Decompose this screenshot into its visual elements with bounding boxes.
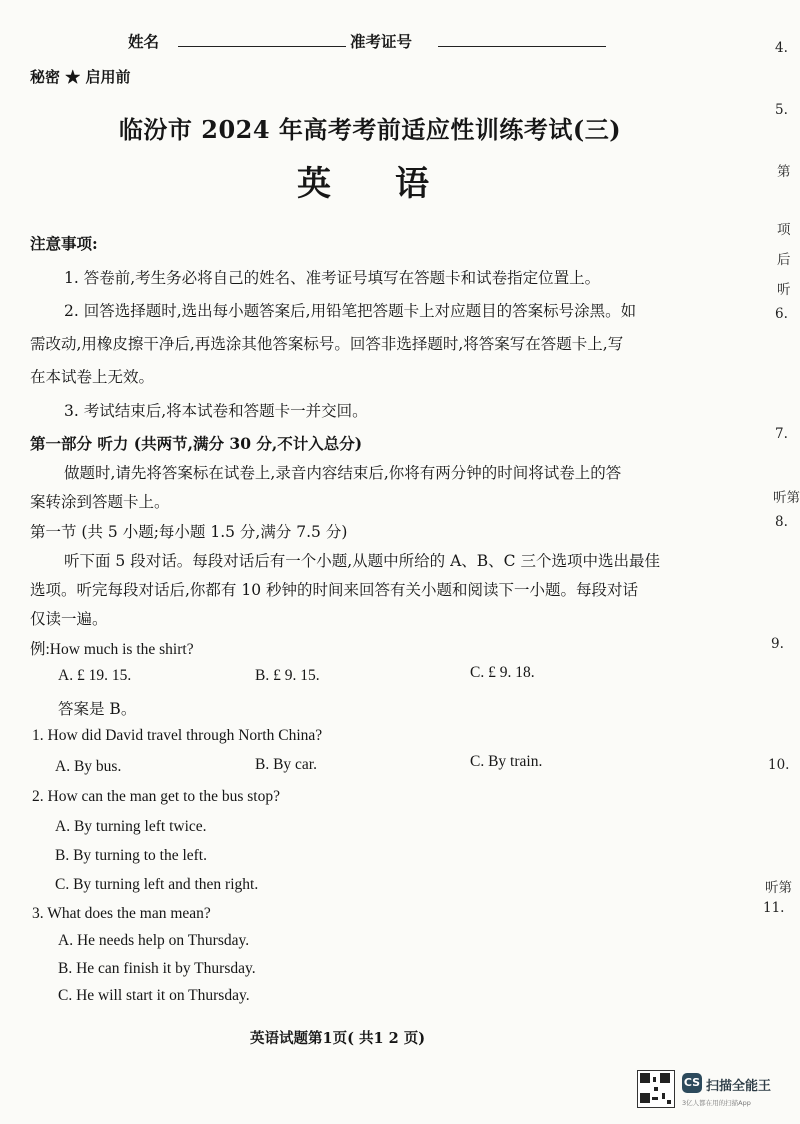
- edge-text: 5.: [775, 102, 788, 118]
- q3-option-c: C. He will start it on Thursday.: [58, 987, 250, 1004]
- exam-title: 临汾市 2024 年高考考前适应性训练考试(三): [118, 115, 622, 144]
- q2-option-a: A. By turning left twice.: [55, 818, 207, 835]
- note-item-2-line1: 2. 回答选择题时,选出每小题答案后,用铅笔把答题卡上对应题目的答案标号涂黑。如: [64, 302, 637, 320]
- part1-intro-line1: 做题时,请先将答案标在试卷上,录音内容结束后,你将有两分钟的时间将试卷上的答: [64, 464, 622, 482]
- edge-text: 后: [777, 252, 791, 268]
- subject-title: 英语: [297, 164, 493, 204]
- q1-option-c: C. By train.: [470, 753, 543, 770]
- example-option-a: A. £ 19. 15.: [58, 667, 132, 684]
- note-item-3: 3. 考试结束后,将本试卷和答题卡一并交回。: [64, 402, 368, 420]
- note-item-2-line2: 需改动,用橡皮擦干净后,再选涂其他答案标号。回答非选择题时,将答案写在答题卡上,写: [30, 335, 624, 353]
- section1-intro-line2: 选项。听完每段对话后,你都有 10 秒钟的时间来回答有关小题和阅读下一小题。每段对话: [30, 581, 639, 599]
- edge-text: 听: [777, 282, 791, 298]
- edge-text: 8.: [775, 514, 788, 530]
- name-underline: [178, 46, 346, 47]
- section1-intro-line3: 仅读一遍。: [30, 610, 108, 628]
- qr-code-icon: [637, 1070, 675, 1108]
- example-answer: 答案是 B。: [58, 700, 137, 718]
- edge-text: 6.: [775, 306, 788, 322]
- question-1: 1. How did David travel through North China?: [32, 727, 323, 744]
- note-item-2-line3: 在本试卷上无效。: [30, 368, 155, 386]
- camscanner-logo: CS: [682, 1073, 702, 1093]
- q3-option-b: B. He can finish it by Thursday.: [58, 960, 256, 977]
- example-question: 例:How much is the shirt?: [30, 641, 194, 658]
- section1-heading: 第一节 (共 5 小题;每小题 1.5 分,满分 7.5 分): [30, 523, 348, 541]
- exam-id-label: 准考证号: [350, 32, 413, 51]
- edge-text: 11.: [763, 900, 785, 916]
- question-2: 2. How can the man get to the bus stop?: [32, 788, 280, 805]
- edge-text: 10.: [768, 757, 790, 773]
- scanner-tagline: 3亿人都在用的扫描App: [682, 1099, 751, 1107]
- notes-heading: 注意事项:: [30, 234, 98, 253]
- secret-mark: 秘密 ★ 启用前: [30, 68, 131, 86]
- page-footer: 英语试题第1页( 共1 2 页): [250, 1030, 426, 1047]
- example-option-b: B. £ 9. 15.: [255, 667, 320, 684]
- edge-text: 9.: [771, 636, 784, 652]
- name-label: 姓名: [128, 32, 160, 51]
- exam-id-underline: [438, 46, 606, 47]
- edge-text: 第: [777, 164, 791, 180]
- edge-text: 7.: [775, 426, 788, 442]
- question-3: 3. What does the man mean?: [32, 905, 211, 922]
- part1-intro-line2: 案转涂到答题卡上。: [30, 493, 170, 511]
- q3-option-a: A. He needs help on Thursday.: [58, 932, 250, 949]
- example-option-c: C. £ 9. 18.: [470, 664, 535, 681]
- part1-heading: 第一部分 听力 (共两节,满分 30 分,不计入总分): [30, 434, 363, 453]
- edge-text: 听第: [773, 490, 800, 506]
- edge-text: 项: [777, 222, 791, 238]
- q2-option-c: C. By turning left and then right.: [55, 876, 259, 893]
- edge-text: 听第: [765, 880, 792, 896]
- q1-option-a: A. By bus.: [55, 758, 122, 775]
- q2-option-b: B. By turning to the left.: [55, 847, 207, 864]
- scanner-name: 扫描全能王: [706, 1079, 772, 1094]
- edge-text: 4.: [775, 40, 788, 56]
- q1-option-b: B. By car.: [255, 756, 317, 773]
- note-item-1: 1. 答卷前,考生务必将自己的姓名、准考证号填写在答题卡和试卷指定位置上。: [64, 269, 601, 287]
- section1-intro-line1: 听下面 5 段对话。每段对话后有一个小题,从题中所给的 A、B、C 三个选项中选出最佳: [64, 552, 660, 570]
